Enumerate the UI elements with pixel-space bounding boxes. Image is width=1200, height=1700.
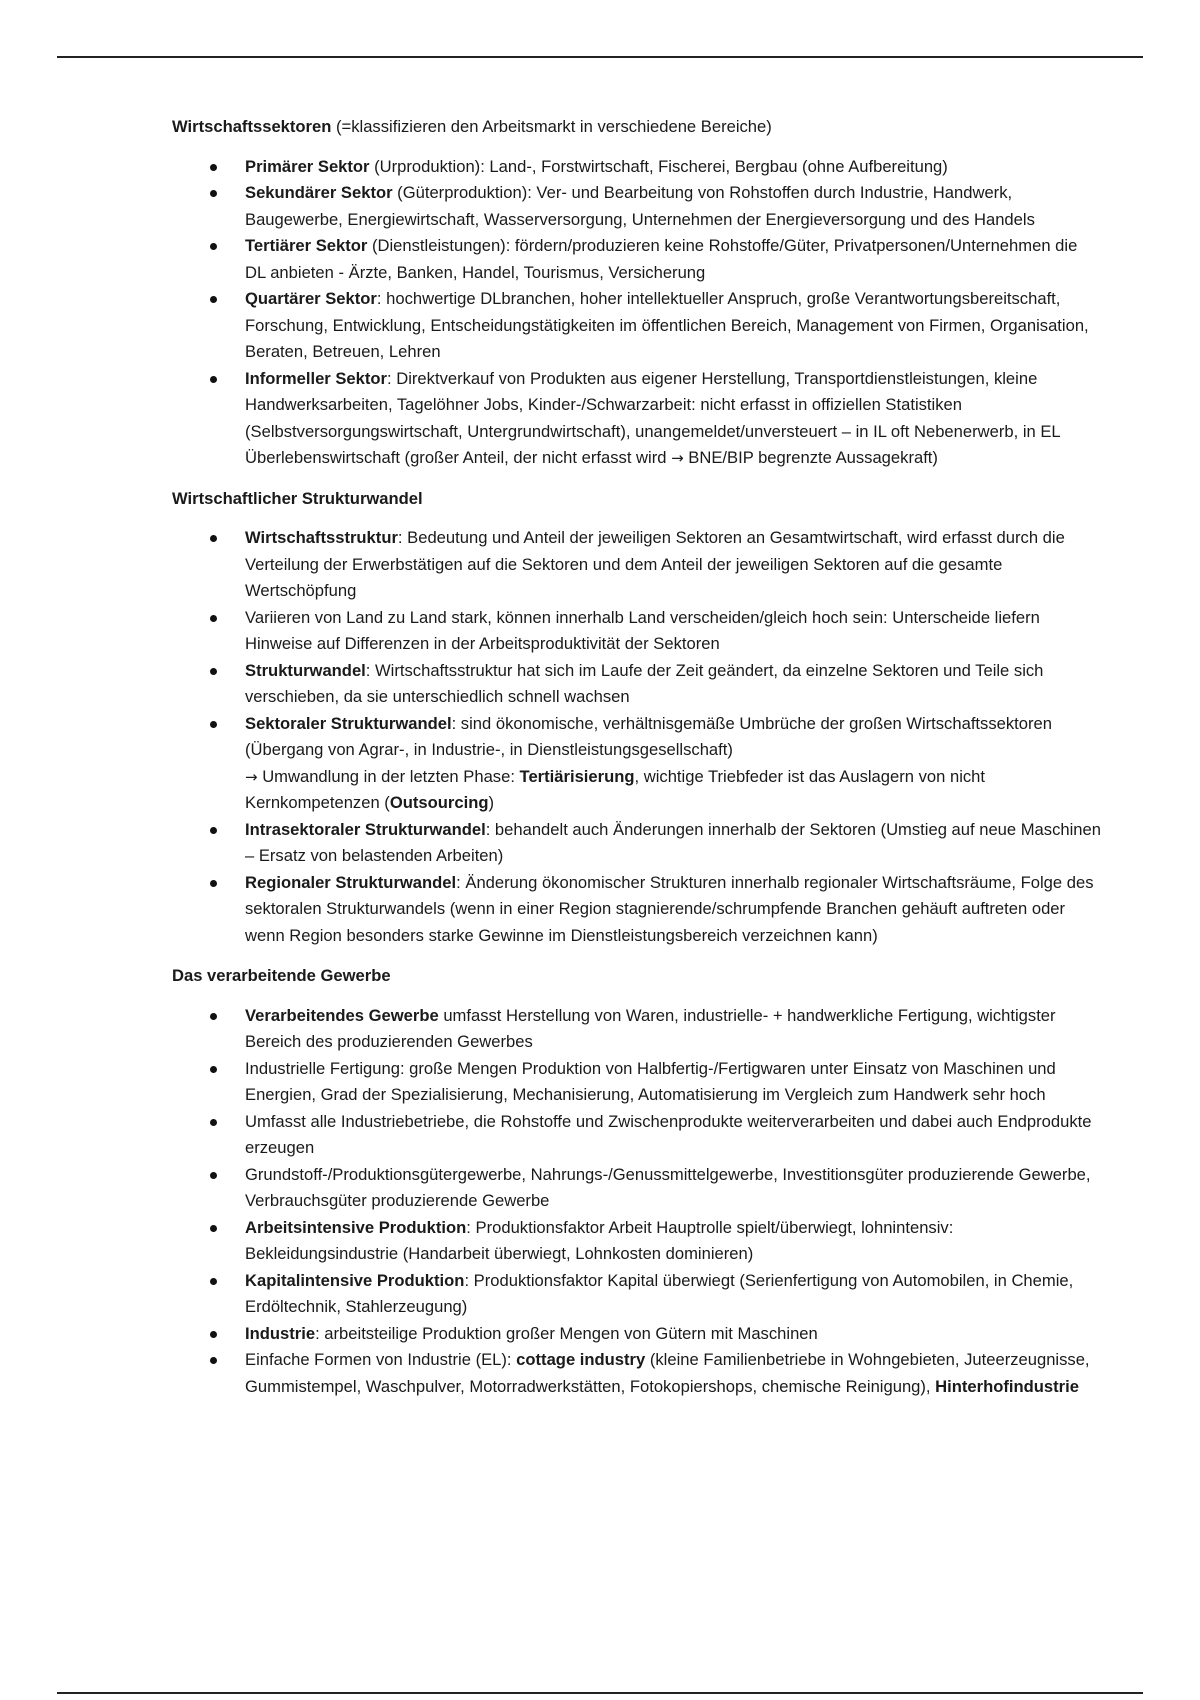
list-item: Intrasektoraler Strukturwandel: behandelt auch Änderungen innerhalb der Sektoren (Umstieg auf neue Maschinen – Ersatz von belastenden Arbeiten) [172, 817, 1102, 870]
list-item: Industrie: arbeitsteilige Produktion großer Mengen von Gütern mit Maschinen [172, 1321, 1102, 1348]
list-item: Quartärer Sektor: hochwertige DLbranchen, hoher intellektueller Anspruch, große Verantwortungsbereitschaft, Forschung, Entwicklung, Entscheidungstätigkeiten im öffentlichen Bereich, Management von Firmen, Organisation, Beraten, Betreuen, Lehren [172, 286, 1102, 366]
right-arrow-icon: → [245, 767, 258, 786]
list-item: Grundstoff-/Produktionsgütergewerbe, Nahrungs-/Genussmittelgewerbe, Investitionsgüter produzierende Gewerbe, Verbrauchsgüter produzierende Gewerbe [172, 1162, 1102, 1215]
list-item: Wirtschaftsstruktur: Bedeutung und Anteil der jeweiligen Sektoren an Gesamtwirtschaft, wird erfasst durch die Verteilung der Erwerbstätigen auf die Sektoren und dem Anteil der jeweiligen Sektoren auf die gesamte Wertschöpfung [172, 525, 1102, 605]
right-arrow-icon: → [671, 449, 684, 467]
list-item: Verarbeitendes Gewerbe umfasst Herstellung von Waren, industrielle- + handwerkliche Fertigung, wichtigster Bereich des produzierenden Gewerbes [172, 1003, 1102, 1056]
list-item: Informeller Sektor: Direktverkauf von Produkten aus eigener Herstellung, Transportdienstleistungen, kleine Handwerksarbeiten, Tagelöhner Jobs, Kinder-/Schwarzarbeit: nicht erfasst in offiziellen Statistiken (Selbstversorgungswirtschaft, Untergrundwirtschaft), unangemeldet/unversteuert – in IL oft Nebenerwerb, in EL Überlebenswirtschaft (großer Anteil, der nicht erfasst wird → BNE/BIP begrenzte Aussagekraft) [172, 366, 1102, 472]
list-item: Umfasst alle Industriebetriebe, die Rohstoffe und Zwischenprodukte weiterverarbeiten und dabei auch Endprodukte erzeugen [172, 1109, 1102, 1162]
list-item: Variieren von Land zu Land stark, können innerhalb Land verscheiden/gleich hoch sein: Unterscheide liefern Hinweise auf Differenzen in der Arbeitsproduktivität der Sektoren [172, 605, 1102, 658]
list-item: Industrielle Fertigung: große Mengen Produktion von Halbfertig-/Fertigwaren unter Einsatz von Maschinen und Energien, Grad der Spezialisierung, Mechanisierung, Automatisierung im Vergleich zum Handwerk sehr hoch [172, 1056, 1102, 1109]
list-item: Einfache Formen von Industrie (EL): cottage industry (kleine Familienbetriebe in Wohngebieten, Juteerzeugnisse, Gummistempel, Waschpulver, Motorradwerkstätten, Fotokopiershops, chemische Reinigung), Hinterhofindustrie [172, 1347, 1102, 1400]
list-item: Primärer Sektor (Urproduktion): Land-, Forstwirtschaft, Fischerei, Bergbau (ohne Aufbereitung) [172, 154, 1102, 181]
list-item: Tertiärer Sektor (Dienstleistungen): fördern/produzieren keine Rohstoffe/Güter, Privatpersonen/Unternehmen die DL anbieten - Ärzte, Banken, Handel, Tourismus, Versicherung [172, 233, 1102, 286]
document-body [172, 114, 1102, 1414]
list-item: Kapitalintensive Produktion: Produktionsfaktor Kapital überwiegt (Serienfertigung von Automobilen, in Chemie, Erdöltechnik, Stahlerzeugung) [172, 1268, 1102, 1321]
bullet-list-sektoren [172, 154, 1102, 472]
bullet-list-gewerbe [172, 1003, 1102, 1401]
list-item: Sektoraler Strukturwandel: sind ökonomische, verhältnisgemäße Umbrüche der großen Wirtschaftssektoren (Übergang von Agrar-, in Industrie-, in Dienstleistungsgesellschaft) → Umwandlung in der letzten Phase: Tertiärisierung, wichtige Triebfeder ist das Auslagern von nicht Kernkompetenzen (Outsourcing) [172, 711, 1102, 817]
footer-rule [57, 1692, 1143, 1694]
section-heading-wirtschaftssektoren: Wirtschaftssektoren (=klassifizieren den Arbeitsmarkt in verschiedene Bereiche) [172, 117, 772, 136]
section-heading-strukturwandel: Wirtschaftlicher Strukturwandel [172, 488, 423, 508]
list-item: Sekundärer Sektor (Güterproduktion): Ver- und Bearbeitung von Rohstoffen durch Industrie, Handwerk, Baugewerbe, Energiewirtschaft, Wasserversorgung, Unternehmen der Energieversorgung und des Handels [172, 180, 1102, 233]
bullet-list-strukturwandel [172, 525, 1102, 949]
list-item: Regionaler Strukturwandel: Änderung ökonomischer Strukturen innerhalb regionaler Wirtschaftsräume, Folge des sektoralen Strukturwandels (wenn in einer Region stagnierende/schrumpfende Branchen gehäuft auftreten oder wenn Region besonders starke Gewinne im Dienstleistungsbereich verzeichnen kann) [172, 870, 1102, 950]
header-rule [57, 56, 1143, 58]
list-item: Strukturwandel: Wirtschaftsstruktur hat sich im Laufe der Zeit geändert, da einzelne Sektoren und Teile sich verschieben, da sie unterschiedlich schnell wachsen [172, 658, 1102, 711]
list-item: Arbeitsintensive Produktion: Produktionsfaktor Arbeit Hauptrolle spielt/überwiegt, lohnintensiv: Bekleidungsindustrie (Handarbeit überwiegt, Lohnkosten dominieren) [172, 1215, 1102, 1268]
section-heading-verarbeitendes-gewerbe: Das verarbeitende Gewerbe [172, 966, 391, 985]
